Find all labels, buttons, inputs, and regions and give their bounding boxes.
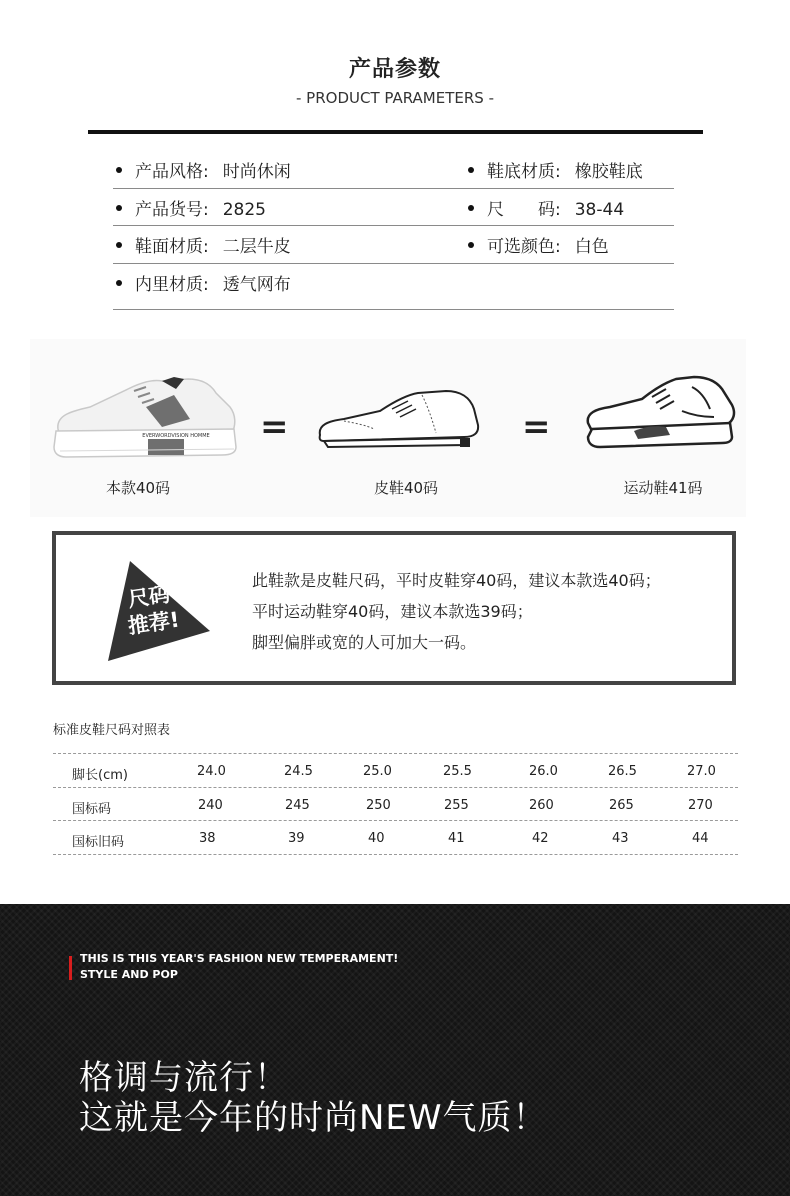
table-cell: 270 [688, 797, 713, 813]
param-label: 可选颜色: [487, 237, 561, 257]
table-row [53, 754, 738, 788]
row-label: 国标旧码 [72, 835, 125, 850]
param-value: 橡胶鞋底 [574, 162, 643, 182]
table-cell: 255 [444, 797, 469, 813]
table-cell: 41 [448, 831, 465, 846]
table-cell: 26.5 [608, 764, 637, 779]
size-chart-table [53, 753, 738, 855]
table-cell: 245 [285, 797, 310, 813]
promo-banner [0, 904, 790, 1196]
product-size-caption: 本款40码 [105, 479, 171, 497]
bullet-icon [116, 242, 122, 248]
slogan-line-2: 这就是今年的时尚NEW气质！ [79, 1098, 548, 1138]
table-cell: 25.5 [443, 764, 472, 779]
row-label: 国标码 [72, 801, 112, 817]
param-value: 白色 [574, 237, 609, 257]
tagline-style: STYLE AND POP [80, 968, 178, 981]
table-cell: 240 [198, 797, 223, 813]
param-upper [113, 232, 291, 257]
table-cell: 24.5 [284, 764, 313, 779]
params-table [113, 151, 674, 310]
param-size [465, 195, 624, 220]
table-cell: 27.0 [687, 764, 716, 779]
badge-line-1: 尺码 [126, 582, 172, 612]
advice-line: 此鞋款是皮鞋尺码，平时皮鞋穿40码，建议本款选40码； [252, 571, 661, 590]
advice-text [252, 565, 661, 658]
table-cell: 40 [368, 831, 385, 846]
tagline-english: THIS IS THIS YEAR'S FASHION NEW TEMPERAMENT! [80, 952, 399, 965]
table-cell: 250 [366, 797, 391, 813]
params-row [113, 189, 674, 227]
leather-shoe-icon [314, 385, 484, 453]
table-cell: 42 [532, 831, 549, 846]
bullet-icon [116, 167, 122, 173]
params-row [113, 151, 674, 189]
table-row [53, 821, 738, 855]
advice-line: 平时运动鞋穿40码，建议本款选39码； [252, 602, 533, 621]
bullet-icon [468, 242, 474, 248]
params-row [113, 264, 674, 310]
sports-shoe-icon [582, 371, 742, 451]
leather-size-caption: 皮鞋40码 [373, 479, 439, 497]
param-label: 尺 码: [487, 199, 561, 220]
param-item-no [113, 195, 266, 220]
params-row [113, 226, 674, 264]
size-chart-title: 标准皮鞋尺码对照表 [53, 723, 171, 738]
page-subtitle: - PRODUCT PARAMETERS - [296, 89, 494, 107]
size-advice-box [52, 531, 736, 685]
param-value: 透气网布 [222, 274, 291, 295]
sole-print-text: EVERWORDVISION HOMME [142, 433, 210, 439]
table-cell: 44 [692, 831, 709, 846]
param-sole [465, 157, 643, 182]
recommend-badge [106, 557, 216, 663]
equals-sign: = [260, 407, 289, 447]
param-label: 产品风格: [135, 162, 209, 182]
table-cell: 265 [609, 797, 634, 813]
param-value: 时尚休闲 [222, 162, 291, 182]
product-sneaker-image [50, 367, 240, 462]
advice-line: 脚型偏胖或宽的人可加大一码。 [252, 633, 477, 652]
param-style [113, 157, 291, 182]
param-label: 产品货号: [135, 199, 209, 220]
page-title: 产品参数 [348, 57, 441, 82]
size-comparison [30, 339, 746, 517]
bullet-icon [468, 167, 474, 173]
accent-bar [69, 956, 72, 980]
param-label: 内里材质: [135, 274, 209, 295]
param-value: 38-44 [574, 199, 625, 220]
equals-sign: = [522, 407, 551, 447]
param-color [465, 232, 609, 257]
table-cell: 24.0 [197, 764, 226, 779]
table-cell: 260 [529, 797, 554, 813]
table-cell: 26.0 [529, 764, 558, 779]
title-divider [88, 130, 703, 134]
table-row [53, 788, 738, 822]
param-value: 二层牛皮 [222, 237, 291, 257]
table-cell: 39 [288, 831, 305, 846]
row-label: 脚长(cm) [72, 768, 128, 783]
table-cell: 43 [612, 831, 629, 846]
badge-line-2: 推荐! [126, 607, 181, 639]
sports-size-caption: 运动鞋41码 [623, 479, 703, 497]
slogan-line-1: 格调与流行！ [79, 1058, 289, 1098]
param-lining [113, 270, 291, 295]
param-label: 鞋底材质: [487, 162, 561, 182]
bullet-icon [116, 205, 122, 211]
table-cell: 38 [199, 831, 216, 846]
table-cell: 25.0 [363, 764, 392, 779]
param-label: 鞋面材质: [135, 237, 209, 257]
param-value: 2825 [222, 199, 266, 220]
bullet-icon [116, 280, 122, 286]
bullet-icon [468, 205, 474, 211]
